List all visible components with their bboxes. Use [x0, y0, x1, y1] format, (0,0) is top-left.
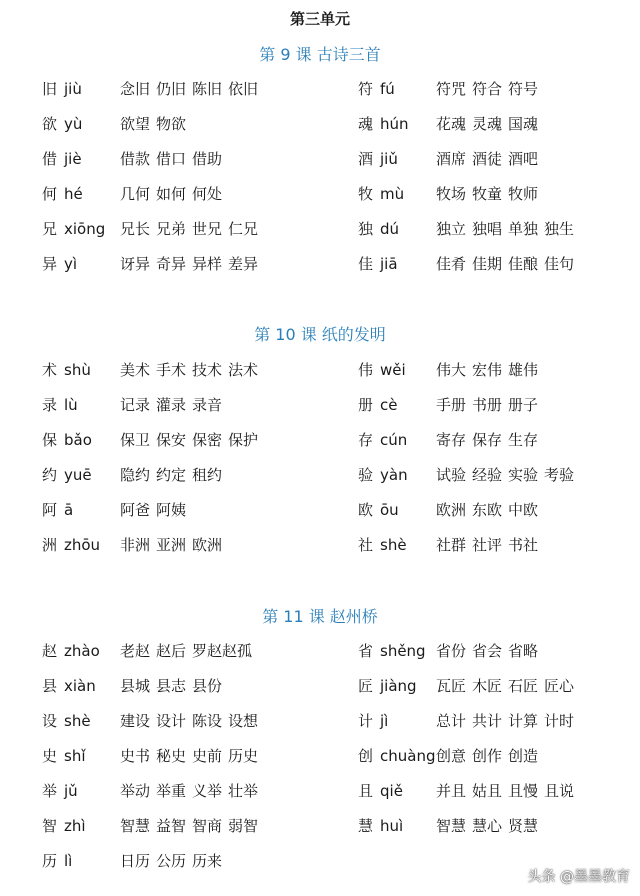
vocab-word: 酒吧 [508, 150, 539, 168]
vocab-row [42, 111, 192, 137]
vocab-pinyin: xiōng [64, 220, 106, 238]
vocab-word: 设计 [156, 712, 187, 730]
vocab-char: 阿 [42, 501, 58, 519]
vocab-word: 非洲 [120, 536, 151, 554]
vocab-word: 考验 [544, 466, 575, 484]
vocab-row [42, 673, 228, 699]
vocab-char: 佳 [358, 255, 374, 273]
vocab-word: 符合 [472, 80, 503, 98]
vocab-word: 日历 [120, 852, 151, 870]
vocab-word: 技术 [192, 361, 223, 379]
vocab-pinyin: yì [64, 255, 78, 273]
vocab-word: 兄弟 [156, 220, 187, 238]
vocab-word: 欧洲 [192, 536, 223, 554]
vocab-row [358, 673, 580, 699]
vocab-row [42, 848, 228, 874]
vocab-word: 罗赵赵孤 [192, 642, 253, 660]
vocab-char: 牧 [358, 185, 374, 203]
vocab-word: 瓦匠 [436, 677, 467, 695]
vocab-word: 依旧 [228, 80, 259, 98]
vocab-row [358, 216, 580, 242]
vocab-word: 总计 [436, 712, 467, 730]
vocab-pinyin: fú [380, 80, 395, 98]
vocab-word: 约定 [156, 466, 187, 484]
vocab-row [358, 813, 544, 839]
vocab-word: 姑且 [472, 782, 503, 800]
vocab-char: 伟 [358, 361, 374, 379]
vocab-char: 存 [358, 431, 374, 449]
vocab-word: 弱智 [228, 817, 259, 835]
vocab-word: 生存 [508, 431, 539, 449]
vocab-word: 借款 [120, 150, 151, 168]
vocab-char: 匠 [358, 677, 374, 695]
vocab-pinyin: zhōu [64, 536, 101, 554]
vocab-pinyin: dú [380, 220, 400, 238]
vocab-word: 赵后 [156, 642, 187, 660]
vocab-word: 几何 [120, 185, 151, 203]
vocab-word: 县志 [156, 677, 187, 695]
vocab-word: 举动 [120, 782, 151, 800]
vocab-word: 兄长 [120, 220, 151, 238]
vocab-row [358, 497, 544, 523]
vocab-row [42, 743, 264, 769]
vocab-pinyin: xiàn [64, 677, 96, 695]
vocab-word: 石匠 [508, 677, 539, 695]
vocab-word: 社群 [436, 536, 467, 554]
vocab-word: 阿爸 [120, 501, 151, 519]
vocab-word: 亚洲 [156, 536, 187, 554]
vocab-word: 牧师 [508, 185, 539, 203]
vocab-pinyin: shè [64, 712, 91, 730]
vocab-word: 智慧 [120, 817, 151, 835]
vocab-char: 符 [358, 80, 374, 98]
vocab-word: 益智 [156, 817, 187, 835]
vocab-pinyin: yuē [64, 466, 92, 484]
vocab-word: 试验 [436, 466, 467, 484]
vocab-word: 书册 [472, 396, 503, 414]
vocab-word: 佳期 [472, 255, 503, 273]
vocab-pinyin: zhì [64, 817, 86, 835]
vocab-char: 旧 [42, 80, 58, 98]
vocab-word: 中欧 [508, 501, 539, 519]
vocab-word: 物欲 [156, 115, 187, 133]
vocab-word: 如何 [156, 185, 187, 203]
vocab-row [358, 462, 580, 488]
vocab-pinyin: cún [380, 431, 408, 449]
vocab-word: 宏伟 [472, 361, 503, 379]
vocab-row [42, 216, 264, 242]
vocab-word: 社评 [472, 536, 503, 554]
vocab-char: 慧 [358, 817, 374, 835]
vocab-row [42, 532, 228, 558]
vocab-pinyin: zhào [64, 642, 100, 660]
vocab-word: 独唱 [472, 220, 503, 238]
vocab-word: 壮举 [228, 782, 259, 800]
vocab-char: 欲 [42, 115, 58, 133]
vocab-word: 借口 [156, 150, 187, 168]
vocab-word: 借助 [192, 150, 223, 168]
vocab-pinyin: shěng [380, 642, 426, 660]
vocab-pinyin: jiè [64, 150, 82, 168]
vocab-row [42, 181, 228, 207]
vocab-word: 花魂 [436, 115, 467, 133]
lesson-title-10: 第 10 课 纸的发明 [254, 325, 386, 344]
lesson-title-9: 第 9 课 古诗三首 [259, 45, 381, 64]
vocab-row [42, 813, 264, 839]
vocab-char: 欧 [358, 501, 374, 519]
vocab-word: 佳肴 [436, 255, 467, 273]
vocab-char: 录 [42, 396, 58, 414]
vocab-pinyin: shǐ [64, 747, 86, 765]
vocab-word: 东欧 [472, 501, 503, 519]
vocab-pinyin: jiā [380, 255, 398, 273]
lesson-title-11: 第 11 课 赵州桥 [262, 607, 378, 626]
vocab-pinyin: ōu [380, 501, 399, 519]
vocab-word: 伟大 [436, 361, 467, 379]
vocab-pinyin: yàn [380, 466, 408, 484]
vocab-word: 独生 [544, 220, 575, 238]
vocab-word: 保安 [156, 431, 187, 449]
vocab-word: 世兄 [192, 220, 223, 238]
vocab-word: 仁兄 [228, 220, 259, 238]
vocab-word: 且说 [544, 782, 575, 800]
vocab-pinyin: jǔ [64, 782, 78, 800]
vocab-word: 经验 [472, 466, 503, 484]
vocab-word: 寄存 [436, 431, 467, 449]
vocab-word: 省份 [436, 642, 467, 660]
vocab-word: 保存 [472, 431, 503, 449]
vocab-char: 社 [358, 536, 374, 554]
vocab-word: 单独 [508, 220, 539, 238]
vocab-row [358, 427, 544, 453]
vocab-row [358, 111, 544, 137]
vocab-pinyin: hé [64, 185, 83, 203]
vocab-pinyin: jiàng [380, 677, 417, 695]
vocab-word: 智商 [192, 817, 223, 835]
vocab-row [358, 638, 544, 664]
vocab-row [358, 532, 544, 558]
vocab-char: 史 [42, 747, 58, 765]
vocab-word: 县份 [192, 677, 223, 695]
vocab-row [358, 251, 580, 277]
vocab-row [42, 76, 264, 102]
vocab-word: 计算 [508, 712, 539, 730]
vocab-word: 灌录 [156, 396, 187, 414]
vocab-pinyin: shù [64, 361, 91, 379]
vocab-pinyin: qiě [380, 782, 403, 800]
vocab-pinyin: cè [380, 396, 398, 414]
vocab-row [42, 146, 228, 172]
vocab-word: 雄伟 [508, 361, 539, 379]
vocab-word: 史书 [120, 747, 151, 765]
watermark: 头条 @墨墨教育 [527, 869, 630, 885]
vocab-char: 赵 [42, 642, 58, 660]
vocab-row [42, 778, 264, 804]
vocab-word: 秘史 [156, 747, 187, 765]
vocab-row [42, 638, 258, 664]
vocab-pinyin: shè [380, 536, 407, 554]
vocab-word: 县城 [120, 677, 151, 695]
vocab-pinyin: chuàng [380, 747, 436, 765]
vocab-word: 义举 [192, 782, 223, 800]
vocab-pinyin: mù [380, 185, 405, 203]
vocab-char: 创 [358, 747, 374, 765]
vocab-word: 智慧 [436, 817, 467, 835]
vocab-char: 县 [42, 677, 58, 695]
vocab-word: 共计 [472, 712, 503, 730]
vocab-word: 欧洲 [436, 501, 467, 519]
vocab-word: 省会 [472, 642, 503, 660]
vocab-word: 省略 [508, 642, 539, 660]
vocab-char: 魂 [358, 115, 374, 133]
vocab-row [358, 357, 544, 383]
vocab-word: 创作 [472, 747, 503, 765]
vocab-word: 且慢 [508, 782, 539, 800]
vocab-row [358, 743, 544, 769]
vocab-word: 酒徒 [472, 150, 503, 168]
vocab-char: 洲 [42, 536, 58, 554]
vocab-pinyin: hún [380, 115, 409, 133]
vocab-char: 约 [42, 466, 58, 484]
vocab-word: 手册 [436, 396, 467, 414]
vocab-pinyin: jiǔ [380, 150, 398, 168]
vocab-char: 设 [42, 712, 58, 730]
vocab-word: 念旧 [120, 80, 151, 98]
vocab-row [358, 181, 544, 207]
vocab-word: 牧场 [436, 185, 467, 203]
vocab-pinyin: lì [64, 852, 73, 870]
vocab-word: 并且 [436, 782, 467, 800]
vocab-word: 酒席 [436, 150, 467, 168]
vocab-word: 慧心 [472, 817, 503, 835]
vocab-char: 计 [358, 712, 374, 730]
vocab-word: 仍旧 [156, 80, 187, 98]
vocab-char: 兄 [42, 220, 58, 238]
vocab-word: 计时 [544, 712, 575, 730]
vocab-row [358, 76, 544, 102]
vocab-row [358, 392, 544, 418]
vocab-word: 法术 [228, 361, 259, 379]
vocab-char: 且 [358, 782, 374, 800]
vocab-word: 差异 [228, 255, 259, 273]
vocab-word: 欲望 [120, 115, 151, 133]
vocab-word: 佳句 [544, 255, 575, 273]
vocab-word: 陈旧 [192, 80, 223, 98]
vocab-char: 智 [42, 817, 58, 835]
vocab-word: 保密 [192, 431, 223, 449]
vocab-word: 符号 [508, 80, 539, 98]
vocab-word: 书社 [508, 536, 539, 554]
vocab-char: 历 [42, 852, 58, 870]
vocab-word: 历来 [192, 852, 223, 870]
vocab-char: 省 [358, 642, 374, 660]
vocab-pinyin: jì [380, 712, 389, 730]
vocab-word: 保护 [228, 431, 259, 449]
vocab-word: 异样 [192, 255, 223, 273]
vocab-word: 独立 [436, 220, 467, 238]
vocab-char: 独 [358, 220, 374, 238]
vocab-word: 灵魂 [472, 115, 503, 133]
vocab-word: 陈设 [192, 712, 223, 730]
vocab-word: 牧童 [472, 185, 503, 203]
vocab-pinyin: ā [64, 501, 74, 519]
vocab-row [42, 427, 264, 453]
vocab-word: 木匠 [472, 677, 503, 695]
vocab-word: 建设 [120, 712, 151, 730]
vocab-word: 老赵 [120, 642, 151, 660]
vocab-word: 贤慧 [508, 817, 539, 835]
vocab-word: 保卫 [120, 431, 151, 449]
vocab-row [358, 778, 580, 804]
vocab-row [42, 497, 192, 523]
vocab-word: 实验 [508, 466, 539, 484]
vocab-char: 酒 [358, 150, 374, 168]
vocab-row [42, 357, 264, 383]
vocab-char: 举 [42, 782, 58, 800]
vocab-word: 册子 [508, 396, 539, 414]
vocab-word: 创意 [436, 747, 467, 765]
vocab-pinyin: huì [380, 817, 404, 835]
vocab-word: 隐约 [120, 466, 151, 484]
vocab-pinyin: wěi [380, 361, 406, 379]
vocab-char: 册 [358, 396, 374, 414]
vocab-word: 何处 [192, 185, 223, 203]
vocab-char: 术 [42, 361, 58, 379]
vocab-pinyin: yù [64, 115, 83, 133]
vocab-word: 手术 [156, 361, 187, 379]
vocab-word: 举重 [156, 782, 187, 800]
vocab-word: 阿姨 [156, 501, 187, 519]
vocab-word: 录音 [192, 396, 223, 414]
vocab-word: 国魂 [508, 115, 539, 133]
vocab-pinyin: jiù [64, 80, 82, 98]
vocab-pinyin: bǎo [64, 431, 92, 449]
vocab-char: 保 [42, 431, 58, 449]
vocab-char: 何 [42, 185, 58, 203]
vocab-row [42, 251, 264, 277]
vocab-word: 史前 [192, 747, 223, 765]
vocab-word: 记录 [120, 396, 151, 414]
vocab-char: 验 [358, 466, 374, 484]
vocab-word: 历史 [228, 747, 259, 765]
vocab-char: 借 [42, 150, 58, 168]
vocab-row [42, 392, 228, 418]
vocab-word: 创造 [508, 747, 539, 765]
vocab-pinyin: lù [64, 396, 78, 414]
unit-title: 第三单元 [289, 10, 350, 28]
vocab-row [42, 462, 228, 488]
vocab-word: 讶异 [120, 255, 151, 273]
vocab-word: 设想 [228, 712, 259, 730]
vocab-word: 符咒 [436, 80, 467, 98]
vocab-word: 匠心 [544, 677, 575, 695]
vocab-word: 租约 [192, 466, 223, 484]
vocab-row [358, 708, 580, 734]
vocab-char: 异 [42, 255, 58, 273]
vocab-word: 佳酿 [508, 255, 539, 273]
vocab-word: 公历 [156, 852, 187, 870]
vocab-row [42, 708, 264, 734]
vocab-word: 奇异 [156, 255, 187, 273]
vocab-row [358, 146, 544, 172]
vocab-word: 美术 [120, 361, 151, 379]
